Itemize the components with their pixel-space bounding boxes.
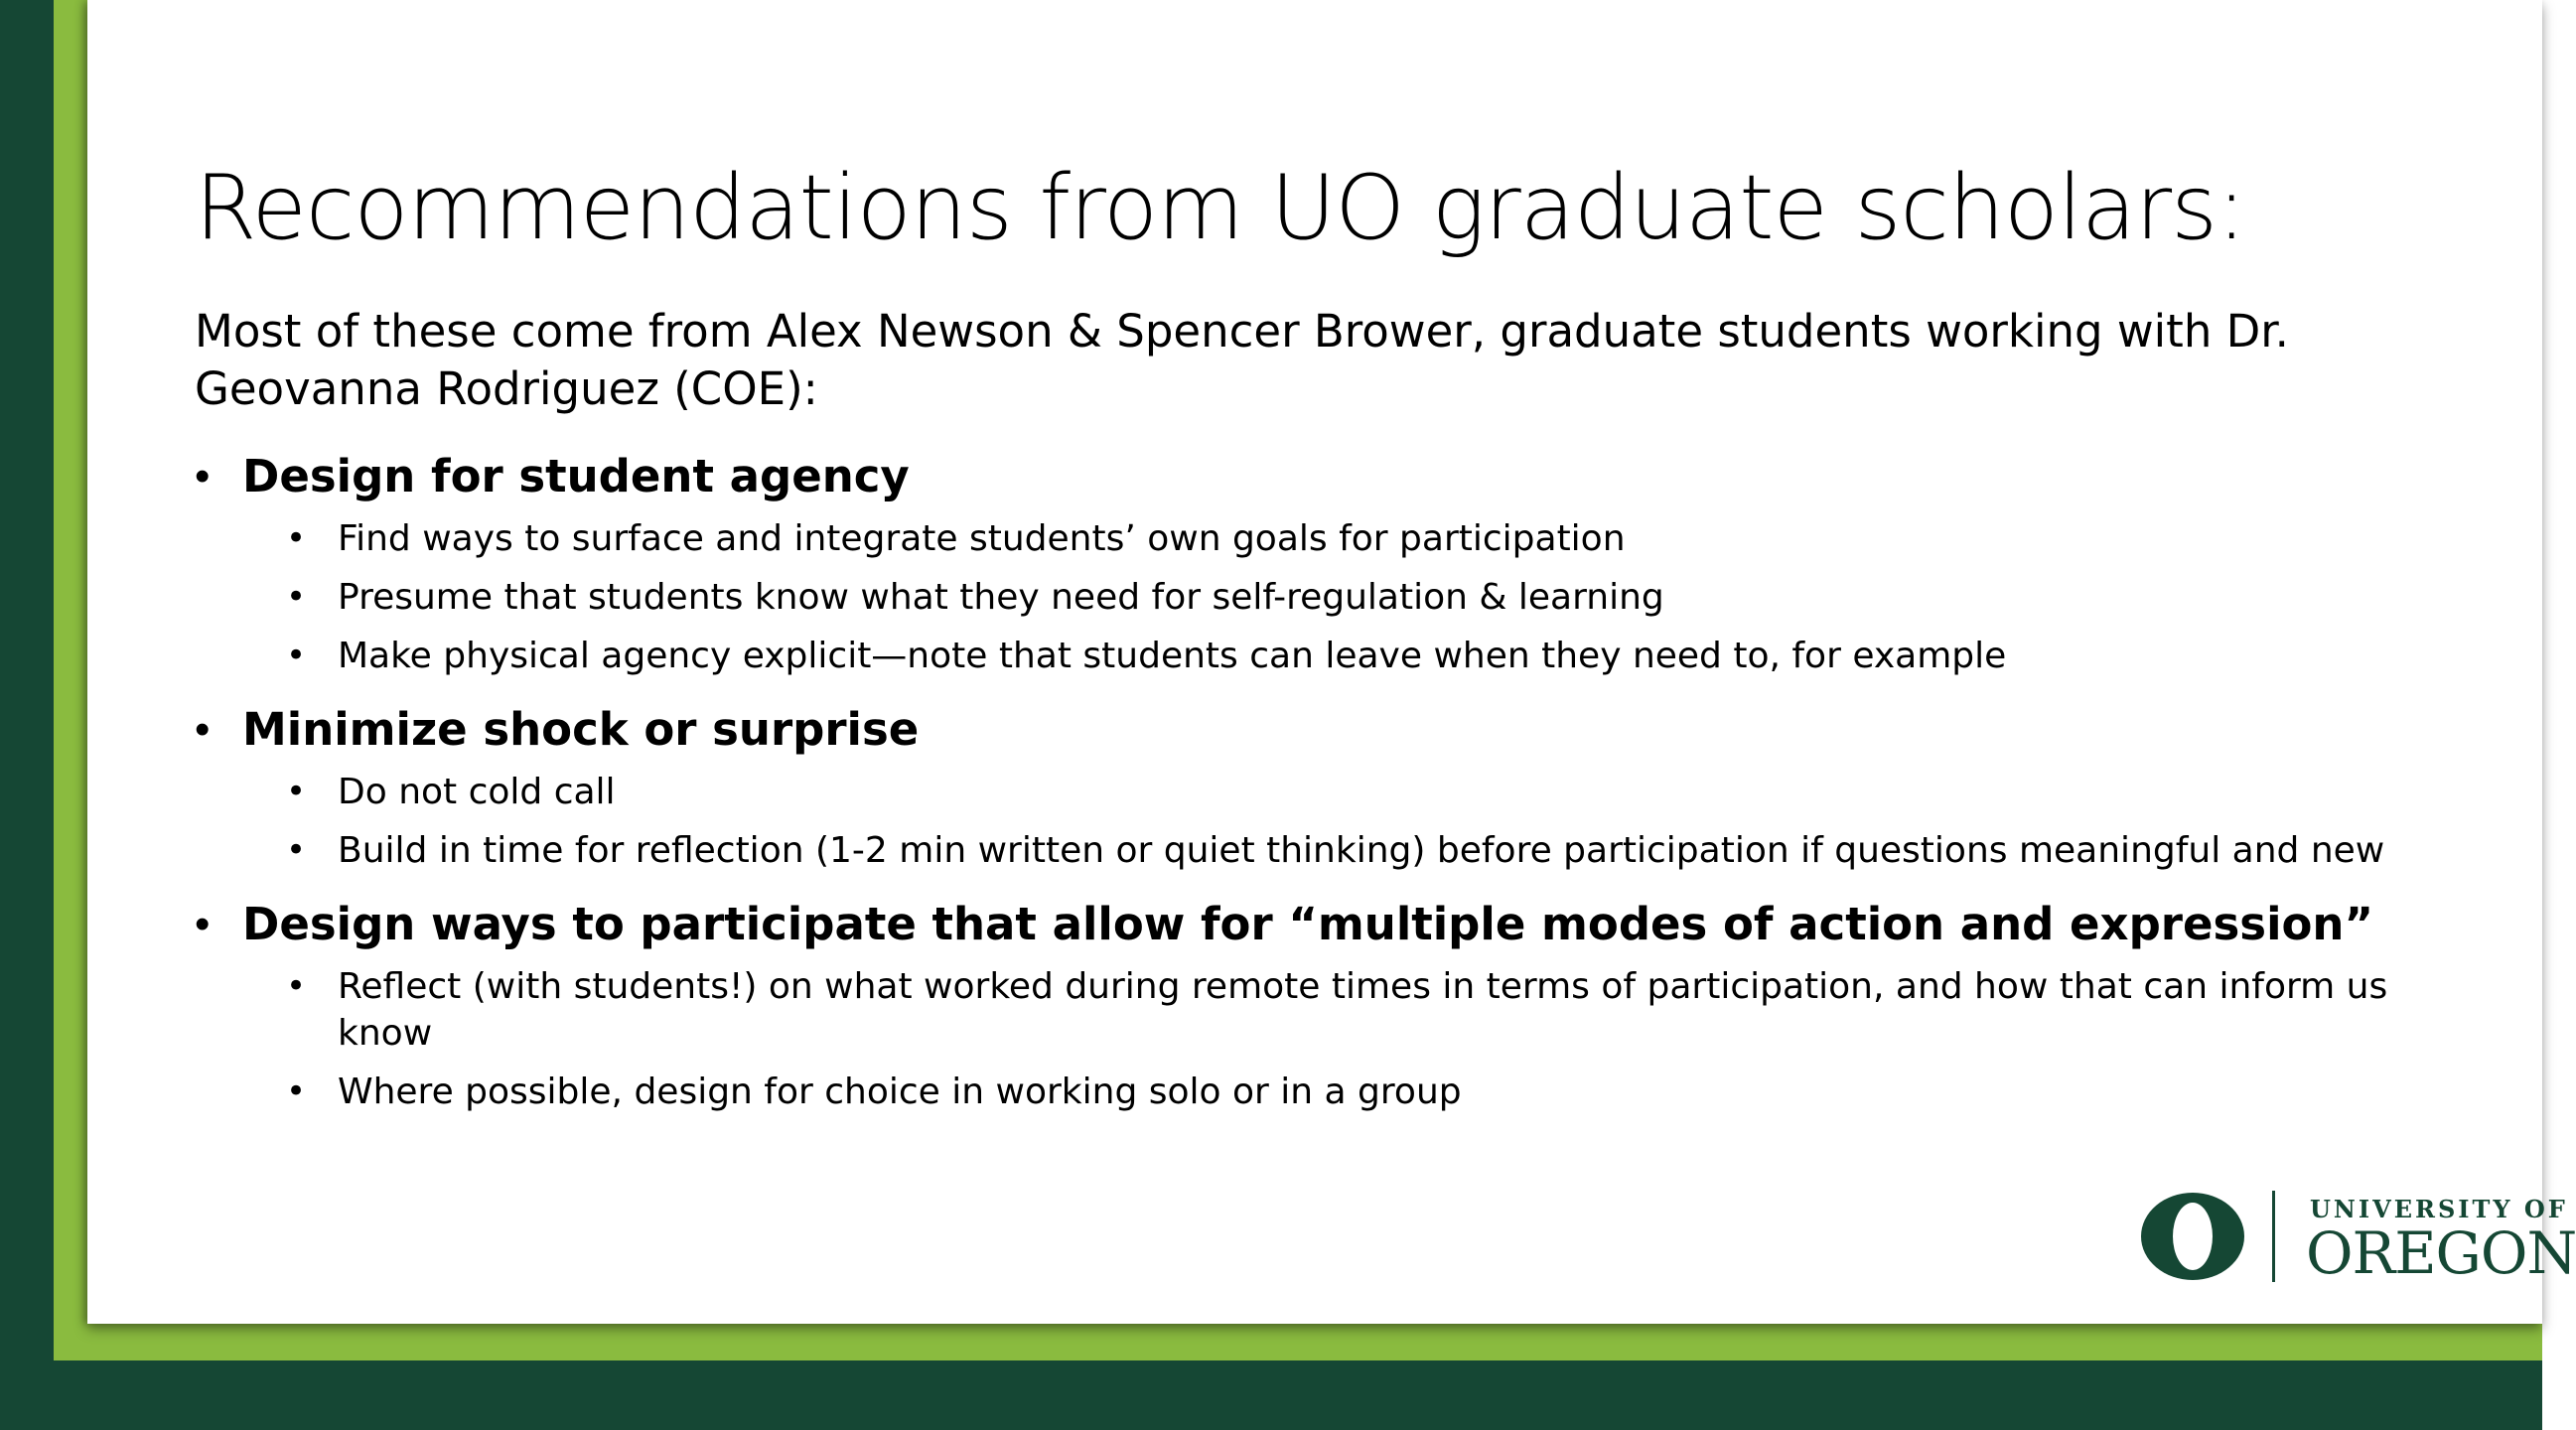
- slide-title: Recommendations from UO graduate scholars:: [195, 156, 2246, 260]
- sub-list: [242, 769, 2429, 874]
- slide-canvas: [87, 0, 2576, 1324]
- section-item: [195, 892, 2429, 1115]
- sub-list: [242, 515, 2429, 679]
- list-item: [242, 1069, 2423, 1115]
- logo-oregon: OREGON: [2306, 1219, 2576, 1287]
- section-item: [195, 697, 2429, 874]
- bullet-icon: •: [286, 636, 307, 675]
- list-item-text: Find ways to surface and integrate students’ own goals for participation: [338, 518, 1626, 559]
- bullet-icon: •: [195, 452, 211, 500]
- section-heading: Design for student agency: [242, 450, 910, 502]
- bullet-icon: •: [286, 772, 307, 811]
- list-item: [242, 963, 2423, 1057]
- list-item: [242, 769, 2423, 815]
- slide-content: [195, 154, 2429, 1133]
- bullet-icon: •: [195, 705, 211, 754]
- list-item: [242, 633, 2423, 679]
- list-item-text: Make physical agency explicit—note that students can leave when they need to, for example: [338, 636, 2007, 676]
- bullet-icon: •: [286, 1072, 307, 1111]
- bullet-icon: •: [286, 830, 307, 870]
- list-item: [242, 827, 2423, 874]
- list-item: [242, 515, 2423, 562]
- section-heading: Minimize shock or surprise: [242, 703, 920, 756]
- list-item-text: Presume that students know what they need for self-regulation & learning: [338, 577, 1664, 618]
- section-heading: Design ways to participate that allow for “multiple modes of action and expression”: [242, 898, 2374, 950]
- bullet-icon: •: [286, 577, 307, 617]
- logo-university-of: UNIVERSITY OF: [2310, 1195, 2568, 1223]
- logo-divider: [2272, 1191, 2275, 1282]
- list-item-text: Build in time for reflection (1-2 min written or quiet thinking) before participation if questions meaningful and new: [338, 830, 2385, 871]
- uo-o-logo-icon: [2139, 1191, 2246, 1282]
- bullet-icon: •: [195, 900, 211, 948]
- list-item-text: Where possible, design for choice in working solo or in a group: [338, 1072, 1462, 1112]
- university-logo: [2135, 1187, 2576, 1287]
- bullet-icon: •: [286, 518, 307, 558]
- list-item-text: Do not cold call: [338, 772, 616, 812]
- section-list: [195, 444, 2429, 1115]
- list-item: [242, 574, 2423, 621]
- bullet-icon: •: [286, 966, 307, 1006]
- section-item: [195, 444, 2429, 679]
- slide-intro: Most of these come from Alex Newson & Spencer Brower, graduate students working with Dr. Geovanna Rodriguez (COE):: [195, 305, 2289, 415]
- list-item-text: Reflect (with students!) on what worked during remote times in terms of participation, and how that can inform us know: [338, 966, 2388, 1054]
- sub-list: [242, 963, 2429, 1115]
